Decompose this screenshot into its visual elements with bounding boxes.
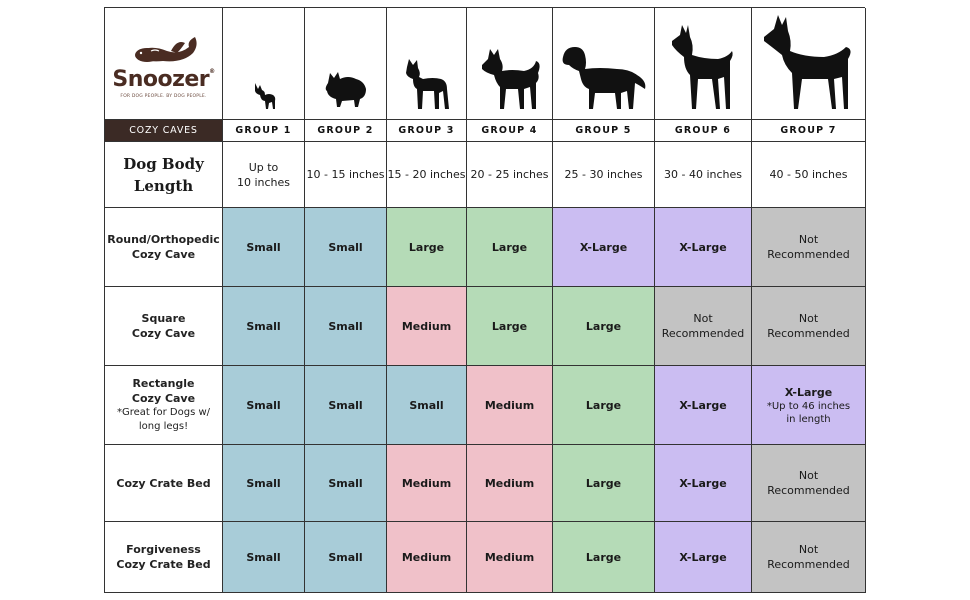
size-cell: Small [223, 287, 305, 366]
size-cell: Large [387, 208, 467, 287]
size-cell: Large [553, 287, 655, 366]
length-value: 25 - 30 inches [553, 142, 655, 208]
size-cell: Small [223, 522, 305, 593]
size-cell-not-recommended: Not Recommended [752, 287, 866, 366]
row-label-cozy-crate-bed: Cozy Crate Bed [105, 445, 223, 522]
group-6-dog [655, 8, 752, 120]
group-3-dog [387, 8, 467, 120]
chihuahua-silhouette-icon [251, 81, 277, 111]
size-cell-not-recommended: Not Recommended [752, 208, 866, 287]
pomeranian-silhouette-icon [324, 69, 368, 111]
size-cell: Small [223, 208, 305, 287]
group-header: GROUP 1 [223, 120, 305, 142]
group-7-dog [752, 8, 866, 120]
size-cell: Medium [467, 522, 553, 593]
group-header: GROUP 7 [752, 120, 866, 142]
brand-tagline: FOR DOG PEOPLE. BY DOG PEOPLE. [120, 93, 207, 99]
size-cell: Small [305, 366, 387, 445]
length-value: 30 - 40 inches [655, 142, 752, 208]
length-value: 10 - 15 inches [305, 142, 387, 208]
group-1-dog [223, 8, 305, 120]
group-header: GROUP 4 [467, 120, 553, 142]
row-label-forgiveness-cozy-crate-bed: Forgiveness Cozy Crate Bed [105, 522, 223, 593]
length-value: Up to 10 inches [223, 142, 305, 208]
row-label-rectangle: Rectangle Cozy Cave *Great for Dogs w/ long legs! [105, 366, 223, 445]
size-cell-not-recommended: Not Recommended [655, 287, 752, 366]
size-cell: Small [305, 287, 387, 366]
size-cell: Medium [387, 287, 467, 366]
size-cell: Medium [467, 366, 553, 445]
size-cell: Small [223, 445, 305, 522]
size-cell: Small [305, 445, 387, 522]
size-cell: Large [553, 366, 655, 445]
boston-terrier-silhouette-icon [403, 59, 451, 111]
length-value: 40 - 50 inches [752, 142, 866, 208]
size-chart-table [104, 7, 865, 593]
length-value: 20 - 25 inches [467, 142, 553, 208]
doberman-silhouette-icon [668, 25, 738, 111]
sleeping-dog-logo-icon [127, 33, 201, 67]
golden-retriever-silhouette-icon [559, 43, 649, 111]
size-cell: X-Large [655, 445, 752, 522]
group-4-dog [467, 8, 553, 120]
size-cell: Small [305, 208, 387, 287]
group-header: GROUP 6 [655, 120, 752, 142]
size-cell-not-recommended: Not Recommended [752, 522, 866, 593]
brand-name: Snoozer® [112, 66, 215, 92]
dog-body-length-label: Dog Body Length [105, 142, 223, 208]
brand-logo [105, 8, 223, 120]
size-cell: Small [223, 366, 305, 445]
size-cell-with-note: X-Large *Up to 46 inches in length [752, 366, 866, 445]
row-label-square: Square Cozy Cave [105, 287, 223, 366]
size-cell: Large [467, 208, 553, 287]
size-cell: X-Large [655, 366, 752, 445]
group-5-dog [553, 8, 655, 120]
size-cell: Small [305, 522, 387, 593]
size-cell: Small [387, 366, 467, 445]
size-cell: Medium [387, 522, 467, 593]
size-cell: Large [553, 522, 655, 593]
group-header: GROUP 2 [305, 120, 387, 142]
size-cell: X-Large [655, 522, 752, 593]
length-value: 15 - 20 inches [387, 142, 467, 208]
size-cell: Medium [467, 445, 553, 522]
husky-silhouette-icon [478, 47, 542, 111]
group-header: GROUP 5 [553, 120, 655, 142]
great-dane-silhouette-icon [762, 15, 856, 111]
group-header: GROUP 3 [387, 120, 467, 142]
group-2-dog [305, 8, 387, 120]
size-cell: X-Large [655, 208, 752, 287]
size-cell: Large [553, 445, 655, 522]
size-cell: X-Large [553, 208, 655, 287]
row-label-round-orthopedic: Round/Orthopedic Cozy Cave [105, 208, 223, 287]
size-cell-not-recommended: Not Recommended [752, 445, 866, 522]
size-cell: Medium [387, 445, 467, 522]
size-cell: Large [467, 287, 553, 366]
product-header: COZY CAVES [105, 120, 223, 142]
